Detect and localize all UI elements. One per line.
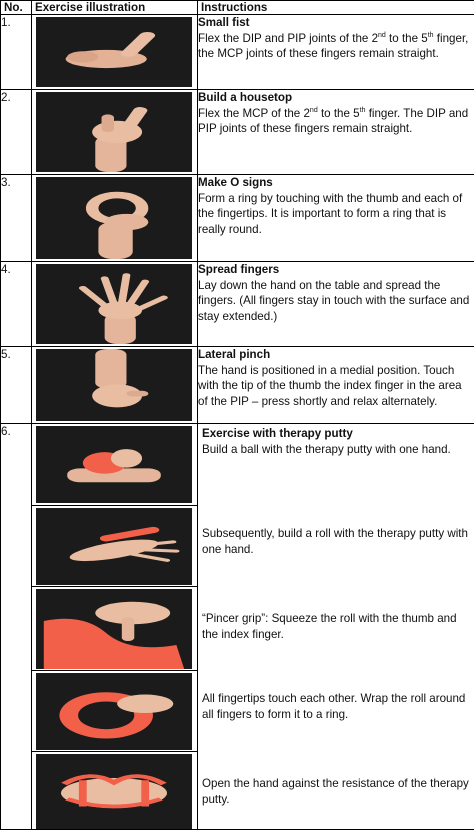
table-row — [1, 424, 474, 830]
instruction-text: The hand is positioned in a medial position. Touch with the tip of the thumb the index finger in the area of the PIP – press shortly and relax alternately. — [198, 364, 462, 408]
step-block — [198, 609, 474, 642]
instructions-cell — [198, 262, 474, 347]
row-number: 5. — [1, 347, 32, 424]
instructions-cell — [198, 15, 474, 90]
instructions-cell — [198, 424, 474, 830]
putty-ring-photo — [36, 673, 192, 750]
header-illustration: Exercise illustration — [32, 1, 198, 15]
instruction-text: Form a ring by touching with the thumb and each of the fingertips. It is important to form a ring that is really round. — [198, 192, 462, 236]
step-block — [198, 524, 474, 557]
header-no: No. — [1, 1, 32, 15]
table-row — [1, 347, 474, 424]
exercise-photo-cell — [32, 262, 198, 347]
exercise-title: Make O signs — [198, 175, 474, 191]
row-number: 1. — [1, 15, 32, 90]
putty-open-hand-photo-frame — [32, 751, 197, 831]
exercise-title: Spread fingers — [198, 262, 474, 278]
exercise-photo-cell — [32, 90, 198, 175]
row-number: 3. — [1, 175, 32, 262]
exercise-title: Exercise with therapy putty — [202, 426, 470, 442]
instruction-text: Flex the DIP and PIP joints of the 2nd to the 5th finger, the MCP joints of these fingers remain straight. — [198, 32, 468, 61]
putty-ring-photo-frame — [32, 670, 197, 752]
step-block — [198, 424, 474, 507]
table-header-row — [1, 1, 474, 15]
step-text: Subsequently, build a roll with the therapy putty with one hand. — [202, 527, 468, 556]
step-block — [198, 774, 474, 807]
table-row — [1, 90, 474, 175]
table-row — [1, 262, 474, 347]
spread-fingers-photo — [36, 264, 192, 344]
exercise-photo-cell — [32, 15, 198, 90]
o-sign-photo — [36, 177, 192, 259]
exercise-title: Small fist — [198, 15, 474, 31]
exercise-title: Lateral pinch — [198, 347, 474, 363]
step-text: Build a ball with the therapy putty with one hand. — [202, 443, 451, 456]
putty-open-hand-photo — [36, 754, 192, 829]
step-text: “Pincer grip”: Squeeze the roll with the thumb and the index finger. — [202, 612, 457, 641]
instructions-cell — [198, 175, 474, 262]
instruction-text: Flex the MCP of the 2nd to the 5th finger. The DIP and PIP joints of these fingers remain straight. — [198, 107, 468, 136]
table-row — [1, 15, 474, 90]
exercise-photo-cell — [32, 175, 198, 262]
header-instructions: Instructions — [198, 1, 474, 15]
putty-roll-photo-frame — [32, 505, 197, 587]
exercise-title: Build a housetop — [198, 90, 474, 106]
putty-ball-photo-frame — [32, 424, 197, 505]
putty-roll-photo — [36, 508, 192, 585]
row-number: 6. — [1, 424, 32, 830]
pincer-grip-photo-frame — [32, 586, 197, 671]
table-row — [1, 175, 474, 262]
step-text: All fingertips touch each other. Wrap the roll around all fingers to form it to a ring. — [202, 692, 465, 721]
step-text: Open the hand against the resistance of the therapy putty. — [202, 777, 469, 806]
pincer-grip-photo — [36, 589, 192, 669]
instructions-cell — [198, 347, 474, 424]
instructions-cell — [198, 90, 474, 175]
exercise-photo-cell — [32, 424, 198, 830]
lateral-pinch-photo — [36, 349, 192, 421]
exercise-photo-cell — [32, 347, 198, 424]
putty-ball-photo — [36, 426, 192, 503]
housetop-photo — [36, 92, 192, 172]
step-block — [198, 689, 474, 722]
instruction-text: Lay down the hand on the table and spread the fingers. (All fingers stay in touch with the surface and stay extended.) — [198, 279, 469, 323]
row-number: 4. — [1, 262, 32, 347]
row-number: 2. — [1, 90, 32, 175]
small-fist-photo — [36, 17, 192, 87]
